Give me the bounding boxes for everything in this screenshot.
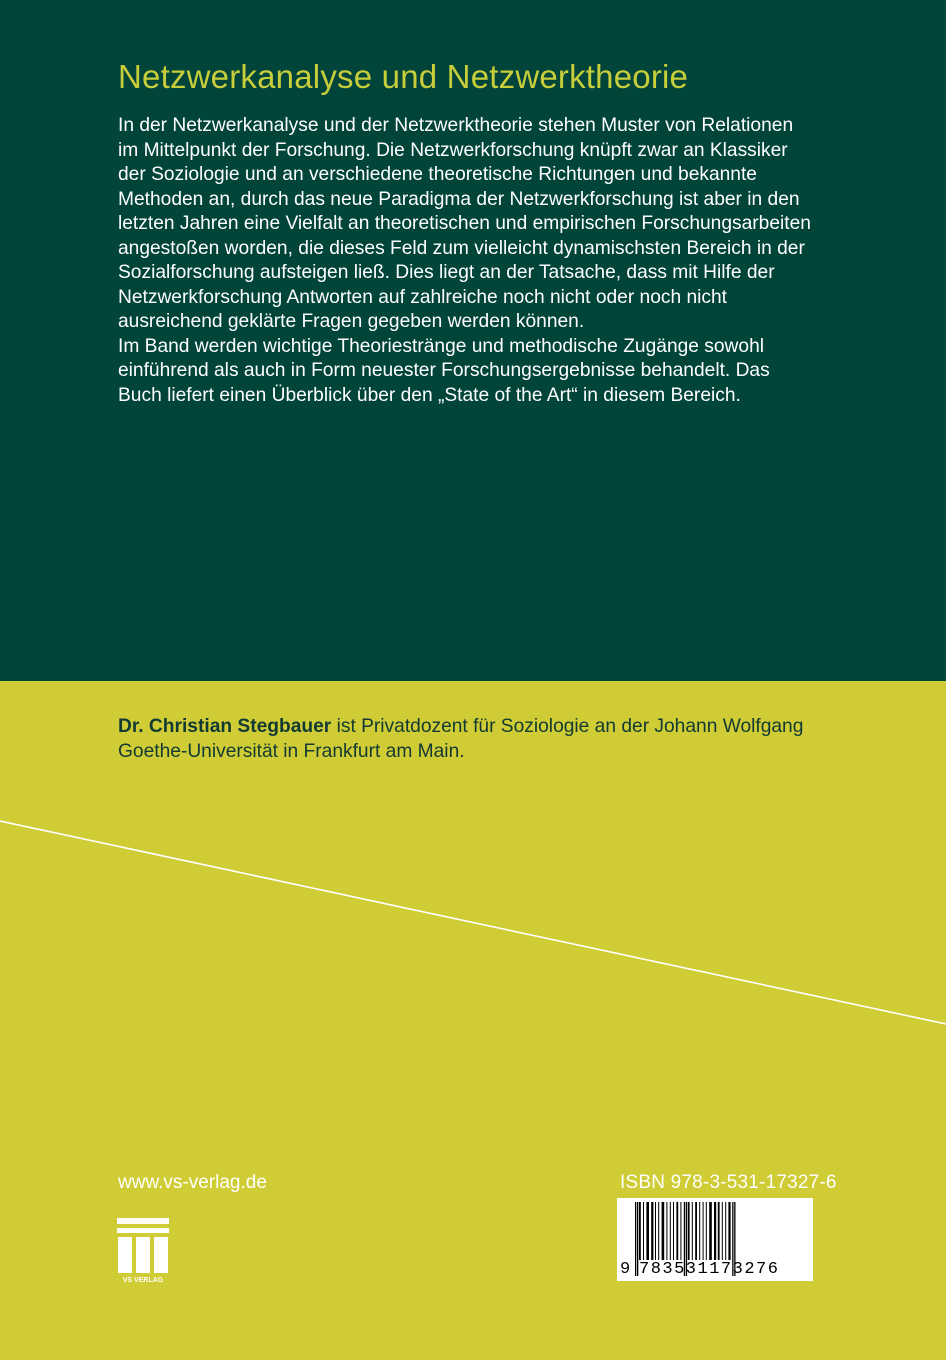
barcode-first-digit: 9 <box>620 1260 631 1279</box>
barcode <box>617 1198 813 1281</box>
barcode-bar <box>646 1202 649 1260</box>
barcode-bar <box>728 1202 730 1260</box>
vs-verlag-logo <box>117 1218 169 1284</box>
barcode-bar <box>703 1202 704 1260</box>
barcode-bar <box>709 1202 712 1260</box>
book-title: Netzwerkanalyse und Netzwerktheorie <box>118 58 689 95</box>
barcode-bar <box>718 1202 720 1260</box>
barcode-bar <box>714 1202 716 1260</box>
barcode-digits <box>617 1260 813 1280</box>
barcode-bar <box>666 1202 667 1260</box>
barcode-bar <box>706 1202 707 1260</box>
blurb-paragraph-2: Im Band werden wichtige Theoriestränge und methodische Zugänge sowohl einführend als auch in Form neuester Forschungsergebnisse behandelt. Das Buch liefert einen Überblick über den „State of the Art“ in diesem Bereich. <box>118 335 770 406</box>
barcode-bar <box>662 1202 665 1260</box>
barcode-bar <box>651 1202 653 1260</box>
barcode-digit-groups: 783531173276 <box>639 1260 780 1279</box>
barcode-bar <box>695 1202 697 1260</box>
barcode-bar <box>655 1202 656 1260</box>
barcode-bar <box>643 1202 644 1260</box>
logo-label: VS VERLAG <box>122 1277 164 1284</box>
blurb-paragraph-1: In der Netzwerkanalyse und der Netzwerktheorie stehen Muster von Relationen im Mittelpunkt der Forschung. Die Netzwerkforschung knüpft zwar an Klassiker der Soziologie und an verschiedene theoretische Richtungen und bekannte Methoden an, durch das neue Paradigma der Netzwerkforschung ist aber in den letzten Jahren eine Vielfalt an theoretischen und empirischen Forschungsarbeiten angestoßen worden, die dieses Feld zum vielleicht dynamischsten Bereich in der Sozialforschung aufsteigen ließ. Dies liegt an der Tatsache, dass mit Hilfe der Netzwerkforschung Antworten auf zahlreiche noch nicht oder noch nicht ausreichend geklärte Fragen gegeben werden können. <box>118 115 811 332</box>
barcode-bar <box>673 1202 674 1260</box>
barcode-bar <box>680 1202 681 1260</box>
barcode-bar <box>699 1202 700 1260</box>
isbn: ISBN 978-3-531-17327-6 <box>620 1172 837 1193</box>
author-bio <box>118 714 838 764</box>
barcode-bar <box>639 1202 641 1260</box>
blurb <box>118 114 818 408</box>
barcode-bar <box>658 1202 659 1260</box>
barcode-bar <box>692 1202 693 1260</box>
author-bio-text: ist Privatdozent für Soziologie an der Johann Wolfgang Goethe-Universität in Frankfurt am Main. <box>118 716 804 762</box>
barcode-bar <box>688 1202 690 1260</box>
barcode-bar <box>676 1202 678 1260</box>
author-name: Dr. Christian Stegbauer <box>118 716 332 737</box>
barcode-bar <box>722 1202 723 1260</box>
barcode-bar <box>670 1202 671 1260</box>
barcode-bar <box>725 1202 726 1260</box>
publisher-url[interactable]: www.vs-verlag.de <box>118 1172 267 1193</box>
